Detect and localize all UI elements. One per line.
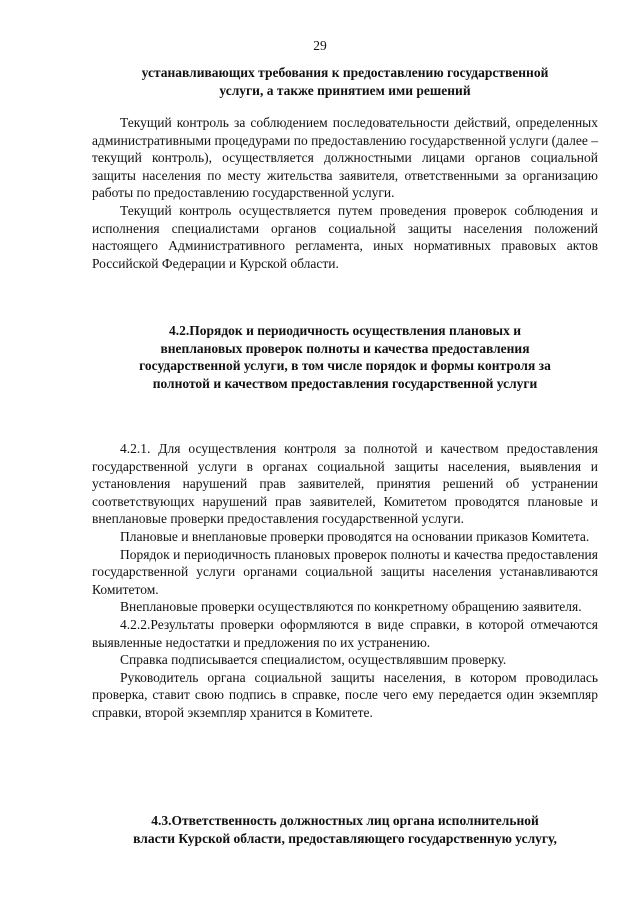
top-heading-line: устанавливающих требования к предоставлению государственной xyxy=(141,65,549,80)
heading-line: внеплановых проверок полноты и качества предоставления xyxy=(160,340,530,356)
heading-line: 4.3.Ответственность должностных лиц органа исполнительной xyxy=(151,813,539,828)
heading-line: государственной услуги, в том числе порядок и формы контроля за xyxy=(139,358,551,374)
heading-line: власти Курской области, предоставляющего государственную услугу, xyxy=(133,830,557,846)
paragraph: Справка подписывается специалистом, осуществлявшим проверку. xyxy=(120,652,507,668)
paragraph: Текущий контроль осуществляется путем проведения проверок соблюдения и исполнения специалистами органов социальной защиты населения положений настоящего Административного регламента, иных нормативных правовых актов Российской Федерации и Курской области. xyxy=(92,202,598,271)
heading-line: полнотой и качеством предоставления государственной услуги xyxy=(152,375,538,391)
top-heading xyxy=(92,64,598,99)
paragraph: Плановые и внеплановые проверки проводятся на основании приказов Комитета. xyxy=(120,528,590,544)
paragraph: Внеплановые проверки осуществляются по конкретному обращению заявителя. xyxy=(120,599,582,615)
paragraph: 4.2.2.Результаты проверки оформляются в виде справки, в которой отмечаются выявленные недостатки и предложения по их устранению. xyxy=(92,616,598,650)
top-heading-line: услуги, а также принятием ими решений xyxy=(219,82,471,98)
section-4-2-body xyxy=(92,440,598,722)
section-4-3-heading xyxy=(92,812,598,847)
paragraph: 4.2.1. Для осуществления контроля за полнотой и качеством предоставления государственной услуги в органах социальной защиты населения, выявления и установления нарушений прав заявителей, принятия решений об устранении соответствующих нарушений прав заявителей, Комитетом проводятся плановые и внеплановые проверки предоставления государственной услуги. xyxy=(92,441,598,527)
paragraph: Порядок и периодичность плановых проверок полноты и качества предоставления государственной услуги органами социальной защиты населения устанавливаются Комитетом. xyxy=(92,546,598,597)
heading-line: 4.2.Порядок и периодичность осуществления плановых и xyxy=(169,323,521,338)
paragraph: Текущий контроль за соблюдением последовательности действий, определенных административными процедурами по предоставлению государственной услуги (далее – текущий контроль), осуществляется должностными лицами органов социальной защиты населения по месту жительства заявителя, ответственными за организацию работы по предоставлению государственной услуги. xyxy=(92,115,598,201)
paragraph: Руководитель органа социальной защиты населения, в котором проводилась проверка, ставит свою подпись в справке, после чего ему передается один экземпляр справки, второй экземпляр хранится в Комитете. xyxy=(92,669,598,720)
page-number: 29 xyxy=(313,38,327,53)
section-4-2-heading xyxy=(92,322,598,392)
intro-section xyxy=(92,114,598,272)
